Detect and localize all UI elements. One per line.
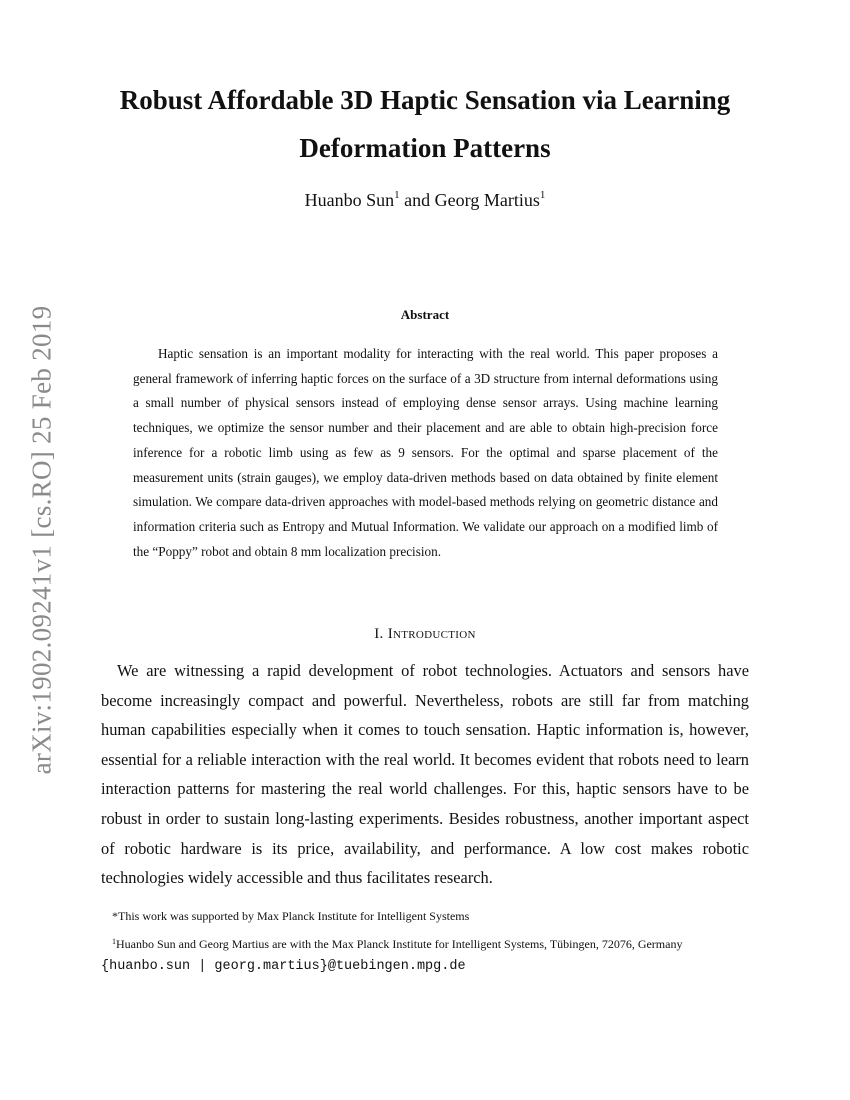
author-name: Georg Martius xyxy=(434,190,540,210)
author-name: Huanbo Sun xyxy=(304,190,395,210)
author-line xyxy=(80,189,770,211)
funding-footnote: *This work was supported by Max Planck Institute for Intelligent Systems xyxy=(112,909,470,923)
arxiv-identifier-stamp: arXiv:1902.09241v1 [cs.RO] 25 Feb 2019 xyxy=(26,305,57,775)
affiliation-mark: 1 xyxy=(539,189,546,201)
section-title: Introduction xyxy=(387,626,476,642)
introduction-paragraph: We are witnessing a rapid development of robot technologies. Actuators and sensors have become increasingly compact and powerful. Nevertheless, robots are still far from matching human capabilities especially when it comes to touch sensation. Haptic information is, however, essential for a reliable interaction with the real world. It becomes evident that robots need to learn interaction patterns for mastering the real world challenges. For this, haptic sensors have to be robust in order to sustain long-lasting experiments. Besides robustness, another important aspect of robotic hardware is its price, availability, and performance. A low cost makes robotic technologies widely accessible and thus facilitates research. xyxy=(101,661,749,888)
abstract-heading: Abstract xyxy=(400,307,450,322)
section-number: I. xyxy=(374,626,384,642)
abstract-text: Haptic sensation is an important modality for interacting with the real world. This paper proposes a general framework of inferring haptic forces on the surface of a 3D structure from internal deformations using a small number of physical sensors instead of employing dense sensor arrays. Using machine learning techniques, we optimize the sensor number and their placement and are able to obtain high-precision force inference for a robotic limb using as few as 9 sensors. For the optimal and sparse placement of the measurement units (strain gauges), we employ data-driven methods based on data obtained by finite element simulation. We compare data-driven approaches with model-based methods relying on geometric distance and information criteria such as Entropy and Mutual Information. We validate our approach on a modified limb of the “Poppy” robot and obtain 8 mm localization precision. xyxy=(133,346,718,559)
section-heading xyxy=(80,626,770,643)
author-joiner: and xyxy=(404,190,431,210)
paper-title: Robust Affordable 3D Haptic Sensation via Learning Deformation Patterns xyxy=(119,85,731,163)
author-emails: {huanbo.sun | georg.martius}@tuebingen.mpg.de xyxy=(101,959,466,974)
affiliation-text: Huanbo Sun and Georg Martius are with the Max Planck Institute for Intelligent Systems, Tübingen, 72076, Germany xyxy=(116,937,683,951)
affiliation-footnote xyxy=(101,931,749,977)
footnote-mark: 1 xyxy=(112,937,116,946)
affiliation-mark: 1 xyxy=(394,189,400,201)
